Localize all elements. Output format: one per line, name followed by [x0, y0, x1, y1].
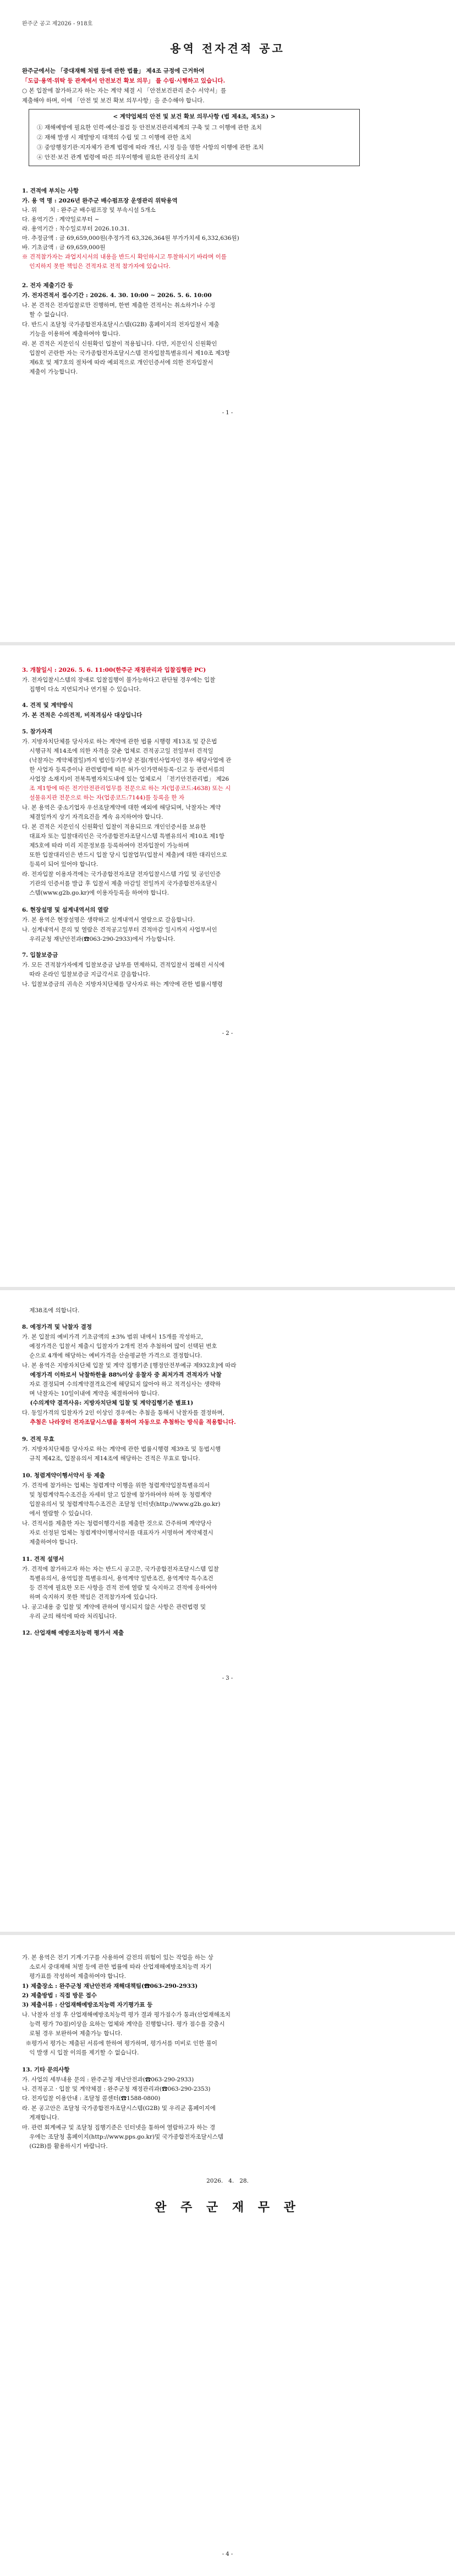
notice-title: 용역 전자견적 공고 [170, 42, 285, 55]
s7-a: 따라 온라인 입찰보증금 지급각서로 갈음합니다. [22, 971, 150, 978]
s10-a: 및 청렴계약특수조건을 자세히 알고 입찰에 참가하여야 하며 동 청렴계약 [22, 1492, 212, 1498]
page-number: - 2 - [222, 1031, 233, 1037]
section-7-heading: 7. 입찰보증금 [22, 952, 58, 958]
s3-a: 집행이 다소 지연되거나 연기될 수 있습니다. [22, 686, 141, 693]
s5-a: 사업장 소재지)이 전북특별자치도내에 있는 업체로서 「전기안전관리법」 제26 [22, 776, 229, 782]
obligation-item: ① 재해예방에 필요한 인력·예산·점검 등 안전보건관리체계의 구축 및 그 이행에 관한 조치 [37, 124, 262, 131]
s8-c: 다. 동일가격의 입찰자가 2인 이상인 경우에는 추첨을 통해서 낙찰자를 결정하며, [22, 1410, 224, 1416]
s12-note: 익 발생 시 입찰 이의를 제기할 수 없습니다. [22, 2049, 139, 2056]
s12-item: 2) 제출방법 : 직접 방문 접수 [22, 1992, 97, 1999]
s1-e: 마. 추정금액 : 금 69,659,000원(추정가격 63,326,364원 부가가치세 6,332,636원) [22, 235, 239, 242]
s13-b: 나. 견적공고 · 입찰 및 계약체결 : 완주군청 재정관리과(☎063-290-2353) [22, 2086, 211, 2092]
page-3 [0, 1290, 455, 1932]
s7-a: 가. 모든 견적참가자에게 입찰보증금 납부를 면제하되, 견적입찰서 접해진 서식에 [22, 962, 225, 968]
s5-d: 라. 전자입찰 이용자격에는 국가종합전자조달 전자입찰시스템 가입 및 공인인증 [22, 871, 221, 878]
obligation-item: ③ 중앙행정기관·지자체가 관계 법령에 따라 개선, 시정 등을 명한 사항의 이행에 관한 조치 [37, 144, 264, 151]
s2-d: 제6호 및 제7호의 절차에 따라 예외적으로 개인인증서에 의한 전자입찰서 [22, 359, 213, 366]
s10-b: 제출하여야 합니다. [22, 1539, 78, 1545]
s9-a: 가. 지방자치단체를 당사자로 하는 계약에 관한 법률시행령 제39조 및 동법시행 [22, 1446, 221, 1453]
section-1-heading: 1. 견적에 부치는 사항 [22, 188, 79, 194]
s5-c: 등록이 되어 있어야 합니다. [22, 861, 98, 868]
s12-note: ※평가서 평가는 제출된 서류에 한하여 평가하며, 평가서를 미비로 인한 불이 [22, 2040, 217, 2047]
s6-a: 가. 본 용역은 현장설명은 생략하고 설계내역서 열람으로 갈음합니다. [22, 917, 195, 923]
s4-a: 가. 본 견적은 수의견적, 비적격심사 대상입니다 [22, 712, 142, 719]
s5-a: 시행규칙 제14조에 의한 자격을 갖춘 업체로 견적공고일 전일부터 견적일 [22, 748, 213, 754]
s13-e: 마. 관련 회계예규 및 조달청 집행기준은 인터넷을 통하여 열람하고자 하는 경 [22, 2124, 216, 2131]
s8-a: 순으로 4개에 해당하는 예비가격을 산술평균한 가격으로 결정합니다. [22, 1352, 202, 1359]
s11-a: 특별유의서, 용역입찰 특별유의서, 용역계약 일반조건, 용역계약 특수조건 [22, 1575, 213, 1582]
s12-a: 가. 본 용역은 전기 기계·기구를 사용하여 감전의 위험이 있는 작업을 하는 상 [22, 1954, 213, 1961]
section-3-heading: 3. 개찰일시 : 2026. 5. 6. 11:00(한주군 재정관리과 입찰집행관 PC) [22, 667, 206, 673]
s6-b: 나. 설계내역서 문의 및 열람은 견적공고일부터 견적마감 일시까지 사업부서인 [22, 927, 217, 933]
s12-b: 나. 낙찰자 선정 후 산업재해예방조치능력 평가 결과 평가점수가 통과(산업재해조치 [22, 2012, 231, 2018]
s5-a: 설물유지관 전문으로 하는 자(업종코드:7144)를 등록을 한 자 [22, 794, 184, 801]
s13-e: (G2B)를 활용하시기 바랍니다. [22, 2143, 108, 2150]
s8-a: 예정가격은 입찰서 제출시 입찰자가 2개씩 전자 추첨하여 많이 선택된 번호 [22, 1343, 217, 1350]
s1-c: 다. 용역기간 : 계약일로부터 ~ [22, 216, 100, 223]
s12-b: 로될 경우 보완하여 제출가능 합니다. [22, 2030, 123, 2037]
s1-a: 가. 용 역 명 : 2026년 완주군 배수펌프장 운영관리 위탁용역 [22, 198, 178, 204]
section-9-heading: 9. 견적 무효 [22, 1436, 54, 1443]
s3-a: 가. 전자입찰시스템의 장애로 입찰집행이 불가능하다고 판단될 경우에는 입찰 [22, 677, 216, 683]
intro-line-2: 「도급·용역·위탁 등 관계에서 안전보건 확보 의무」 를 수립·시행하고 있습니다. [22, 78, 226, 84]
s5-c: 또한 입찰대리인은 반드시 입찰 당시 입찰업무(입찰서 제출)에 대한 대리인으로 [22, 852, 227, 858]
s5-a: 가. 지방자치단체를 당사자로 하는 계약에 관한 법률 시행령 제13조 및 같은법 [22, 738, 217, 745]
page-2 [0, 645, 455, 1287]
s5-b: 나. 본 용역은 중소기업자 우선조달계약에 대한 예외에 해당되며, 낙찰자는 계약 [22, 804, 221, 811]
intro-line-1: 완주군에서는 「중대재해 처벌 등에 관한 법률」 제4조 규정에 근거하여 [22, 68, 205, 74]
s11-a: 등 견적에 필요한 모든 사항을 견적 전에 열람 및 숙지하고 견적에 응하여야 [22, 1585, 217, 1591]
obligation-item: ② 재해 발생 시 재발방지 대책의 수립 및 그 이행에 관한 조치 [37, 134, 191, 141]
s8-b: 자로 결정되며 수의계약결격요건에 해당되지 않아야 하고 적격심사는 생략하 [22, 1381, 221, 1388]
s13-c: 다. 전자입찰 이용안내 : 조달청 콜센터(☎1588-0800) [22, 2095, 161, 2102]
s10-a: 가. 견적에 참가하는 업체는 청렴계약 이행을 위한 청렴계약입찰특별유의서 [22, 1482, 210, 1489]
s12-a: 평가표를 작성하여 제출하여야 합니다. [22, 1973, 126, 1980]
s2-d: 라. 본 견적은 지문인식 신원확인 입찰이 적용됩니다. 다만, 지문인식 신원확인 [22, 341, 217, 347]
page-number: - 4 - [222, 2551, 233, 2557]
obligations-title: < 계약업체의 안전 및 보건 확보 의무사항 (법 제4조, 제5조) > [113, 113, 276, 120]
s5-d: 스템(www.g2b.go.kr)에 이용자등록을 하여야 합니다. [22, 890, 169, 896]
notice-date: 2026. 4. 28. [206, 2178, 249, 2184]
s5-a: 조 제1항에 따른 전기안전관리업무를 전문으로 하는 자(업종코드:4638) 또는 시 [22, 785, 231, 792]
s10-b: 나. 견적서를 제출한 자는 청렴이행각서를 제출한 것으로 간주하며 계약당사 [22, 1520, 212, 1527]
s2-b: 할 수 없습니다. [22, 311, 69, 318]
s5-c: 다. 본 견적은 지문인식 신원확인 입찰이 적용되므로 개인인증서를 보유한 [22, 824, 206, 830]
s11-b: 우리 군의 해석에 따라 처리됩니다. [22, 1613, 117, 1620]
section-5-heading: 5. 참가자격 [22, 728, 53, 735]
page-1 [0, 0, 455, 642]
s2-c: 다. 반드시 조달청 국가종합전자조달시스템(G2B) 홈페이지의 전자입찰서 제출 [22, 321, 220, 328]
section-13-heading: 13. 기타 문의사항 [22, 2067, 70, 2073]
s1-b: 나. 위 치 : 완주군 배수펌프장 및 부속시설 5개소 [22, 207, 156, 213]
page-4 [0, 1935, 455, 2576]
obligations-box [29, 109, 360, 166]
s8-b: 예정가격 이하로서 낙찰하한율 88%이상 응찰자 중 최저가격 견적자가 낙찰 [22, 1372, 222, 1378]
obligation-item: ④ 안전·보건 관계 법령에 따른 의무이행에 필요한 관리상의 조치 [37, 154, 199, 161]
s9-a: 규칙 제42조, 입찰유의서 제14조에 해당하는 견적은 무효로 합니다. [22, 1455, 200, 1462]
s5-c: 제5호에 따라 미리 지문정보를 등록하여야 전자입찰이 가능하며 [22, 842, 189, 849]
s13-e: 우에는 조달청 홈페이지(http://www.pps.go.kr)및 국가종합전자조달시스템 [22, 2134, 224, 2140]
s2-b: 나. 본 견적은 전자입찰로만 진행하며, 한번 제출한 견적서는 취소하거나 수정 [22, 302, 216, 309]
s10-a: 에서 열람할 수 있습니다. [22, 1510, 93, 1517]
s8-b: 며 낙찰자는 10일이내에 계약을 체결하여야 합니다. [22, 1390, 160, 1397]
s5-d: 기관의 인증서를 발급 후 입찰서 제출 마감일 전일까지 국가종합전자조달시 [22, 880, 217, 887]
s8-a: 가. 본 입찰의 예비가격 기초금액의 ±3% 범위 내에서 15개를 작성하고, [22, 1334, 204, 1340]
s7-b: 나. 입찰보증금의 귀속은 지방자치단체를 당사자로 하는 계약에 관한 법률시행령 [22, 981, 223, 988]
s7-continued: 제38조에 의합니다. [22, 1307, 80, 1314]
s6-b: 우리군청 재난안전과(☎063-290-2933)에서 가능합니다. [22, 936, 176, 942]
s12-b: 능력 평가 70점)이상을 요하는 업체와 계약을 진행합니다. 평가 점수를 갖춤시 [22, 2021, 225, 2027]
section-6-heading: 6. 현장설명 및 설계내역서의 열람 [22, 907, 109, 913]
section-12-heading: 12. 산업재해 예방조치능력 평가서 제출 [22, 1630, 124, 1636]
s1-note-2: 인지하지 못한 책임은 견적자로 전적 참가자에 있습니다. [22, 263, 171, 270]
s2-d: 제출이 가능합니다. [22, 369, 78, 375]
s5-c: 대표자 또는 입찰대리인은 국가종합전자조달시스템 특별유의서 제10조 제1항 [22, 833, 224, 840]
s1-note-1: ※ 견적참가자는 과업지시서의 내용을 반드시 확인하시고 투찰하시기 바라며 이를 [22, 254, 227, 260]
s1-f: 바. 기초금액 : 금 69,659,000원 [22, 244, 106, 251]
section-2-heading: 2. 전자 제출기간 등 [22, 282, 73, 289]
s2-c: 기능을 이용하여 제출하여야 합니다. [22, 331, 120, 337]
s12-a: 소로서 중대재해 처벌 등에 관한 법률에 따라 산업재해예방조치능력 자기 [22, 1964, 212, 1970]
s13-d: 라. 본 공고안은 조달청 국가종합전자조달시스템(G2B) 및 우리군 홈페이지에 [22, 2105, 216, 2112]
s8-c: 추첨은 나라장터 전자조달시스템을 통하여 자동으로 추첨하는 방식을 적용합니다. [22, 1419, 236, 1426]
page-number: - 3 - [222, 1675, 233, 1681]
s5-a: (낙찰자는 계약체결일)까지 법인등기부상 본점(개인사업자인 경우 해당사업에 관 [22, 757, 232, 764]
s8-b: 나. 본 용역은 지방자치단체 입찰 및 계약 집행기준 [행정안전부예규 제932호]에 따라 [22, 1362, 237, 1369]
s10-b: 자로 선정된 업체는 청렴계약이행서약서를 대표자가 서명하여 계약체결시 [22, 1530, 213, 1536]
s11-b: 나. 공고내용 중 입찰 및 계약에 관하여 명시되지 않은 사항은 관련법령 및 [22, 1604, 206, 1610]
s12-item: 3) 제출서류 : 산업재해예방조치능력 자기평가표 등 [22, 2002, 153, 2008]
s2-d: 입찰이 곤란한 자는 국가종합전자조달시스템 전자입찰특별유의서 제10조 제3항 [22, 350, 230, 357]
s1-d: 라. 용역기간 : 착수일로부터 2026.10.31. [22, 226, 130, 232]
s8-b: (수의계약 결격사유: 지방자치단체 입찰 및 계약집행기준 별표1) [22, 1400, 194, 1406]
s5-b: 체결일까지 상기 자격요건을 계속 유지하여야 합니다. [22, 814, 163, 820]
section-11-heading: 11. 견적 설명서 [22, 1556, 64, 1563]
s5-a: 한 사업자 등록증이나 관련법령에 따른 허가·인가면허등록·신고 등 관련서류의 [22, 766, 224, 773]
page-number: - 1 - [222, 410, 233, 416]
issuer-name: 완 주 군 재 무 관 [155, 2200, 300, 2215]
section-4-heading: 4. 견적 및 계약방식 [22, 702, 73, 709]
s10-a: 입찰유의서 및 청렴계약특수조건은 조달청 인터넷(http://www.g2b.go.kr) [22, 1501, 221, 1508]
intro-line-3: ○ 본 입찰에 참가하고자 하는 자는 계약 체결 시 「안전보건관리 준수 서약서」를 [22, 87, 227, 94]
s2-a: 가. 전자견적서 접수기간 : 2026. 4. 30. 10:00 ~ 2026. 5. 6. 10:00 [22, 292, 212, 299]
s11-a: 하며 숙지하지 못한 책임은 견적참가자에 있습니다. [22, 1594, 158, 1601]
notice-number: 완주군 공고 제2026 - 918호 [22, 21, 93, 27]
section-10-heading: 10. 청렴계약이행서약서 등 제출 [22, 1472, 105, 1479]
s11-a: 가. 견적에 참가하고자 하는 자는 반드시 공고문, 국가종합전자조달시스템 입찰 [22, 1566, 219, 1572]
intro-line-4: 제출해야 하며, 이에 「안전 및 보건 확보 의무사항」을 준수해야 합니다. [22, 97, 205, 104]
s13-a: 가. 사업의 세부내용 문의 : 완주군청 재난안전과(☎063-290-2933) [22, 2076, 194, 2083]
s12-item: 1) 제출장소 : 완주군청 재난안전과 재해대책팀(☎063-290-2933) [22, 1983, 198, 1989]
section-8-heading: 8. 예정가격 및 낙찰자 결정 [22, 1324, 92, 1330]
s13-d: 게재합니다. [22, 2114, 59, 2121]
